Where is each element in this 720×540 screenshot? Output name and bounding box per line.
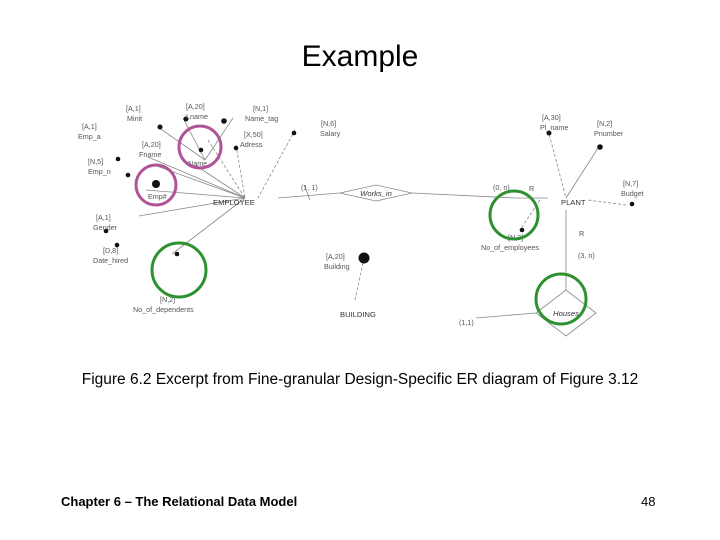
svg-text:Gender: Gender	[93, 223, 117, 232]
attr-fname	[139, 140, 161, 159]
svg-text:[A,1]: [A,1]	[126, 104, 141, 113]
attr-date-hired	[93, 246, 128, 265]
svg-text:Building: Building	[324, 262, 350, 271]
svg-text:Adress: Adress	[240, 140, 263, 149]
svg-text:[N,1]: [N,1]	[253, 104, 269, 113]
svg-text:Works_in: Works_in	[360, 189, 392, 198]
attr-empe: Emp#	[148, 192, 167, 201]
cardinality-plant-houses: (3, n)	[578, 251, 595, 260]
svg-text:[A,20]: [A,20]	[326, 252, 345, 261]
svg-text:Date_hired: Date_hired	[93, 256, 129, 265]
cardinality-works-in-plant: (0, n)	[493, 183, 510, 192]
svg-text:Budget: Budget	[621, 189, 644, 198]
attr-pnumber	[594, 119, 624, 138]
attr-name-tag	[245, 104, 278, 123]
attr-emp-a	[78, 122, 101, 141]
svg-text:[N,3]: [N,3]	[508, 233, 524, 242]
attr-address	[240, 130, 263, 149]
svg-text:Lname: Lname	[186, 112, 208, 121]
svg-text:[N,2]: [N,2]	[597, 119, 613, 128]
role-label-works-in: R	[529, 184, 535, 193]
attr-emp-n	[88, 157, 111, 176]
entity-building: BUILDING	[340, 310, 376, 319]
svg-text:[N,5]: [N,5]	[88, 157, 104, 166]
attr-lname	[186, 102, 208, 121]
svg-text:Emp_a: Emp_a	[78, 132, 101, 141]
svg-text:No_of_dependents: No_of_dependents	[133, 305, 194, 314]
entity-employee: EMPLOYEE	[213, 198, 255, 207]
svg-text:[N,7]: [N,7]	[623, 179, 639, 188]
attr-minit	[126, 104, 142, 123]
svg-text:No_of_employees: No_of_employees	[481, 243, 539, 252]
highlight-circle-date-hired	[152, 243, 206, 297]
figure-caption: Figure 6.2 Excerpt from Fine-granular Design-Specific ER diagram of Figure 3.12	[81, 371, 639, 388]
svg-text:[N,2]: [N,2]	[160, 295, 176, 304]
svg-text:Minit: Minit	[127, 114, 143, 123]
svg-text:Houses: Houses	[553, 309, 579, 318]
cardinality-employee-works-in: (1, 1)	[301, 183, 318, 192]
svg-text:Fname: Fname	[139, 150, 162, 159]
diagram-lines	[139, 118, 626, 318]
svg-text:Salary: Salary	[320, 129, 341, 138]
svg-text:[N,6]: [N,6]	[321, 119, 337, 128]
footer-chapter: Chapter 6 – The Relational Data Model	[61, 494, 298, 509]
attr-no-of-employees	[481, 233, 539, 252]
slide-title: Example	[301, 40, 419, 73]
svg-text:Pl_name: Pl_name	[540, 123, 569, 132]
attr-pl-name	[540, 113, 568, 132]
svg-text:[A,20]: [A,20]	[186, 102, 205, 111]
svg-text:[A,20]: [A,20]	[142, 140, 161, 149]
attr-budget	[621, 179, 644, 198]
svg-text:[D,8]: [D,8]	[103, 246, 119, 255]
svg-text:[X,50]: [X,50]	[244, 130, 263, 139]
attr-building	[324, 252, 350, 271]
svg-text:[A,1]: [A,1]	[96, 213, 111, 222]
page-number: 48	[641, 494, 656, 509]
cardinality-building-houses: (1,1)	[459, 318, 474, 327]
entity-plant: PLANT	[561, 198, 586, 207]
svg-text:Pnumber: Pnumber	[594, 129, 624, 138]
role-label-houses: R	[579, 229, 585, 238]
svg-text:[A,1]: [A,1]	[82, 122, 97, 131]
attr-gender	[93, 213, 118, 232]
svg-text:Name_tag: Name_tag	[245, 114, 279, 123]
attr-name: Name	[188, 159, 208, 168]
relationship-works-in	[340, 185, 412, 201]
attr-salary	[320, 119, 341, 138]
svg-text:[A,30]: [A,30]	[542, 113, 561, 122]
svg-text:Emp_n: Emp_n	[88, 167, 111, 176]
